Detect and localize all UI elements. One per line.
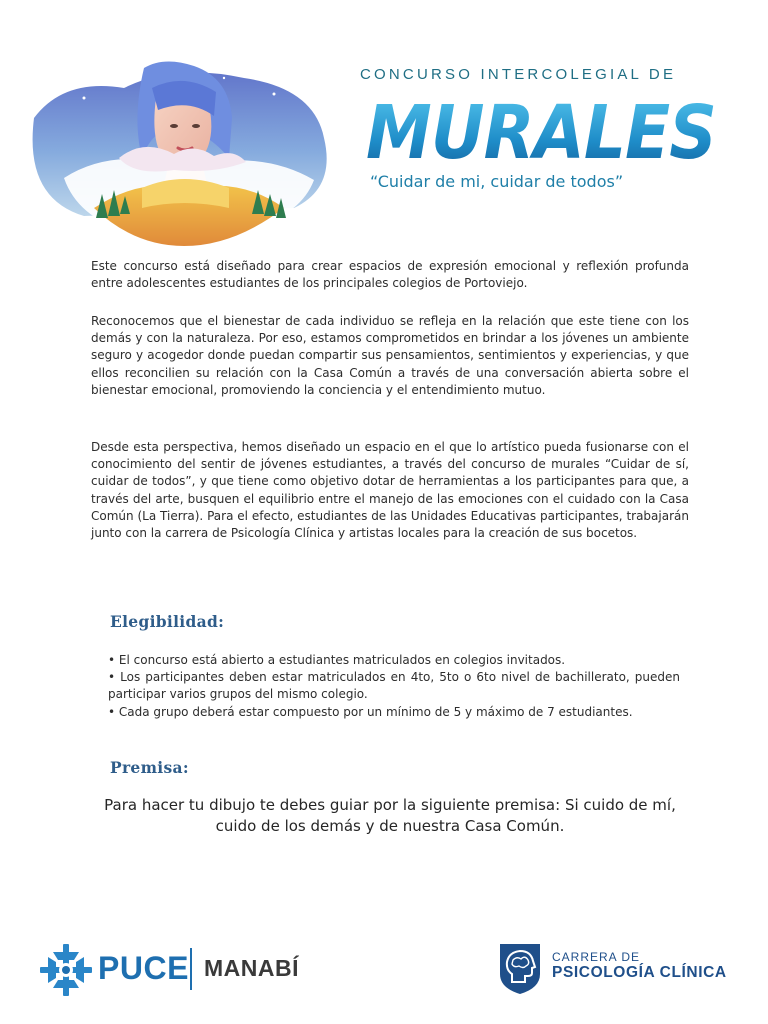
puce-cross-emblem-icon bbox=[38, 942, 94, 998]
intro-paragraph-2: Reconocemos que el bienestar de cada individuo se refleja en la relación que este tiene con los demás y con la naturaleza. Por eso, estamos comprometidos en brindar a los jóvenes un ambiente seguro y acogedor donde puedan compartir sus pensamientos, sentimientos y experiencias, y que ellos reconcilien su relación con la Casa Común a través de una conversación abierta sobre el bienestar emocional, promoviendo la conciencia y el entendimiento mutuo. bbox=[91, 314, 689, 397]
brain-head-shield-icon bbox=[496, 940, 544, 996]
puce-wordmark: PUCE bbox=[98, 950, 189, 986]
header-title bbox=[356, 82, 726, 180]
eligibility-heading: Elegibilidad: bbox=[110, 612, 225, 631]
premise-heading: Premisa: bbox=[110, 758, 189, 777]
hero-illustration bbox=[24, 58, 340, 248]
premise-text: Para hacer tu dibujo te debes guiar por la siguiente premisa: Si cuido de mí, cuido de los demás y de nuestra Casa Común. bbox=[104, 796, 676, 835]
eligibility-list bbox=[108, 652, 680, 721]
puce-manabi-logo bbox=[38, 940, 308, 1000]
psicologia-clinica-logo bbox=[496, 940, 736, 1000]
intro-paragraph-1: Este concurso está diseñado para crear espacios de expresión emocional y reflexión profunda entre adolescentes estudiantes de los principales colegios de Portoviejo. bbox=[91, 259, 689, 291]
header-kicker: CONCURSO INTERCOLEGIAL DE bbox=[360, 66, 677, 83]
list-item: • Cada grupo deberá estar compuesto por un mínimo de 5 y máximo de 7 estudiantes. bbox=[108, 704, 633, 719]
header-subtitle: “Cuidar de mi, cuidar de todos” bbox=[370, 172, 624, 191]
puce-campus-name: MANABÍ bbox=[204, 955, 299, 981]
program-name: PSICOLOGÍA CLÍNICA bbox=[552, 964, 727, 981]
program-prefix: CARRERA DE bbox=[552, 950, 641, 964]
list-item: • Los participantes deben estar matriculados en 4to, 5to o 6to nivel de bachillerato, pueden participar varios grupos del mismo colegio. bbox=[108, 670, 680, 702]
intro-paragraph-3: Desde esta perspectiva, hemos diseñado un espacio en el que lo artístico pueda fusionarse con el conocimiento del sentir de jóvenes estudiantes, a través del concurso de murales “Cuidar de sí, cuidar de todos”, y que tiene como objetivo dotar de herramientas a los participantes para que, a través del arte, busquen el equilibrio entre el manejo de las emociones con el cuidado con la Casa Común (La Tierra). Para el efecto, estudiantes de las Unidades Educativas participantes, trabajarán junto con la carrera de Psicología Clínica y artistas locales para la creación de sus bocetos. bbox=[91, 440, 689, 541]
header-title-text: MURALES bbox=[366, 90, 716, 176]
list-item: • El concurso está abierto a estudiantes matriculados en colegios invitados. bbox=[108, 653, 566, 667]
logo-divider bbox=[190, 948, 192, 990]
